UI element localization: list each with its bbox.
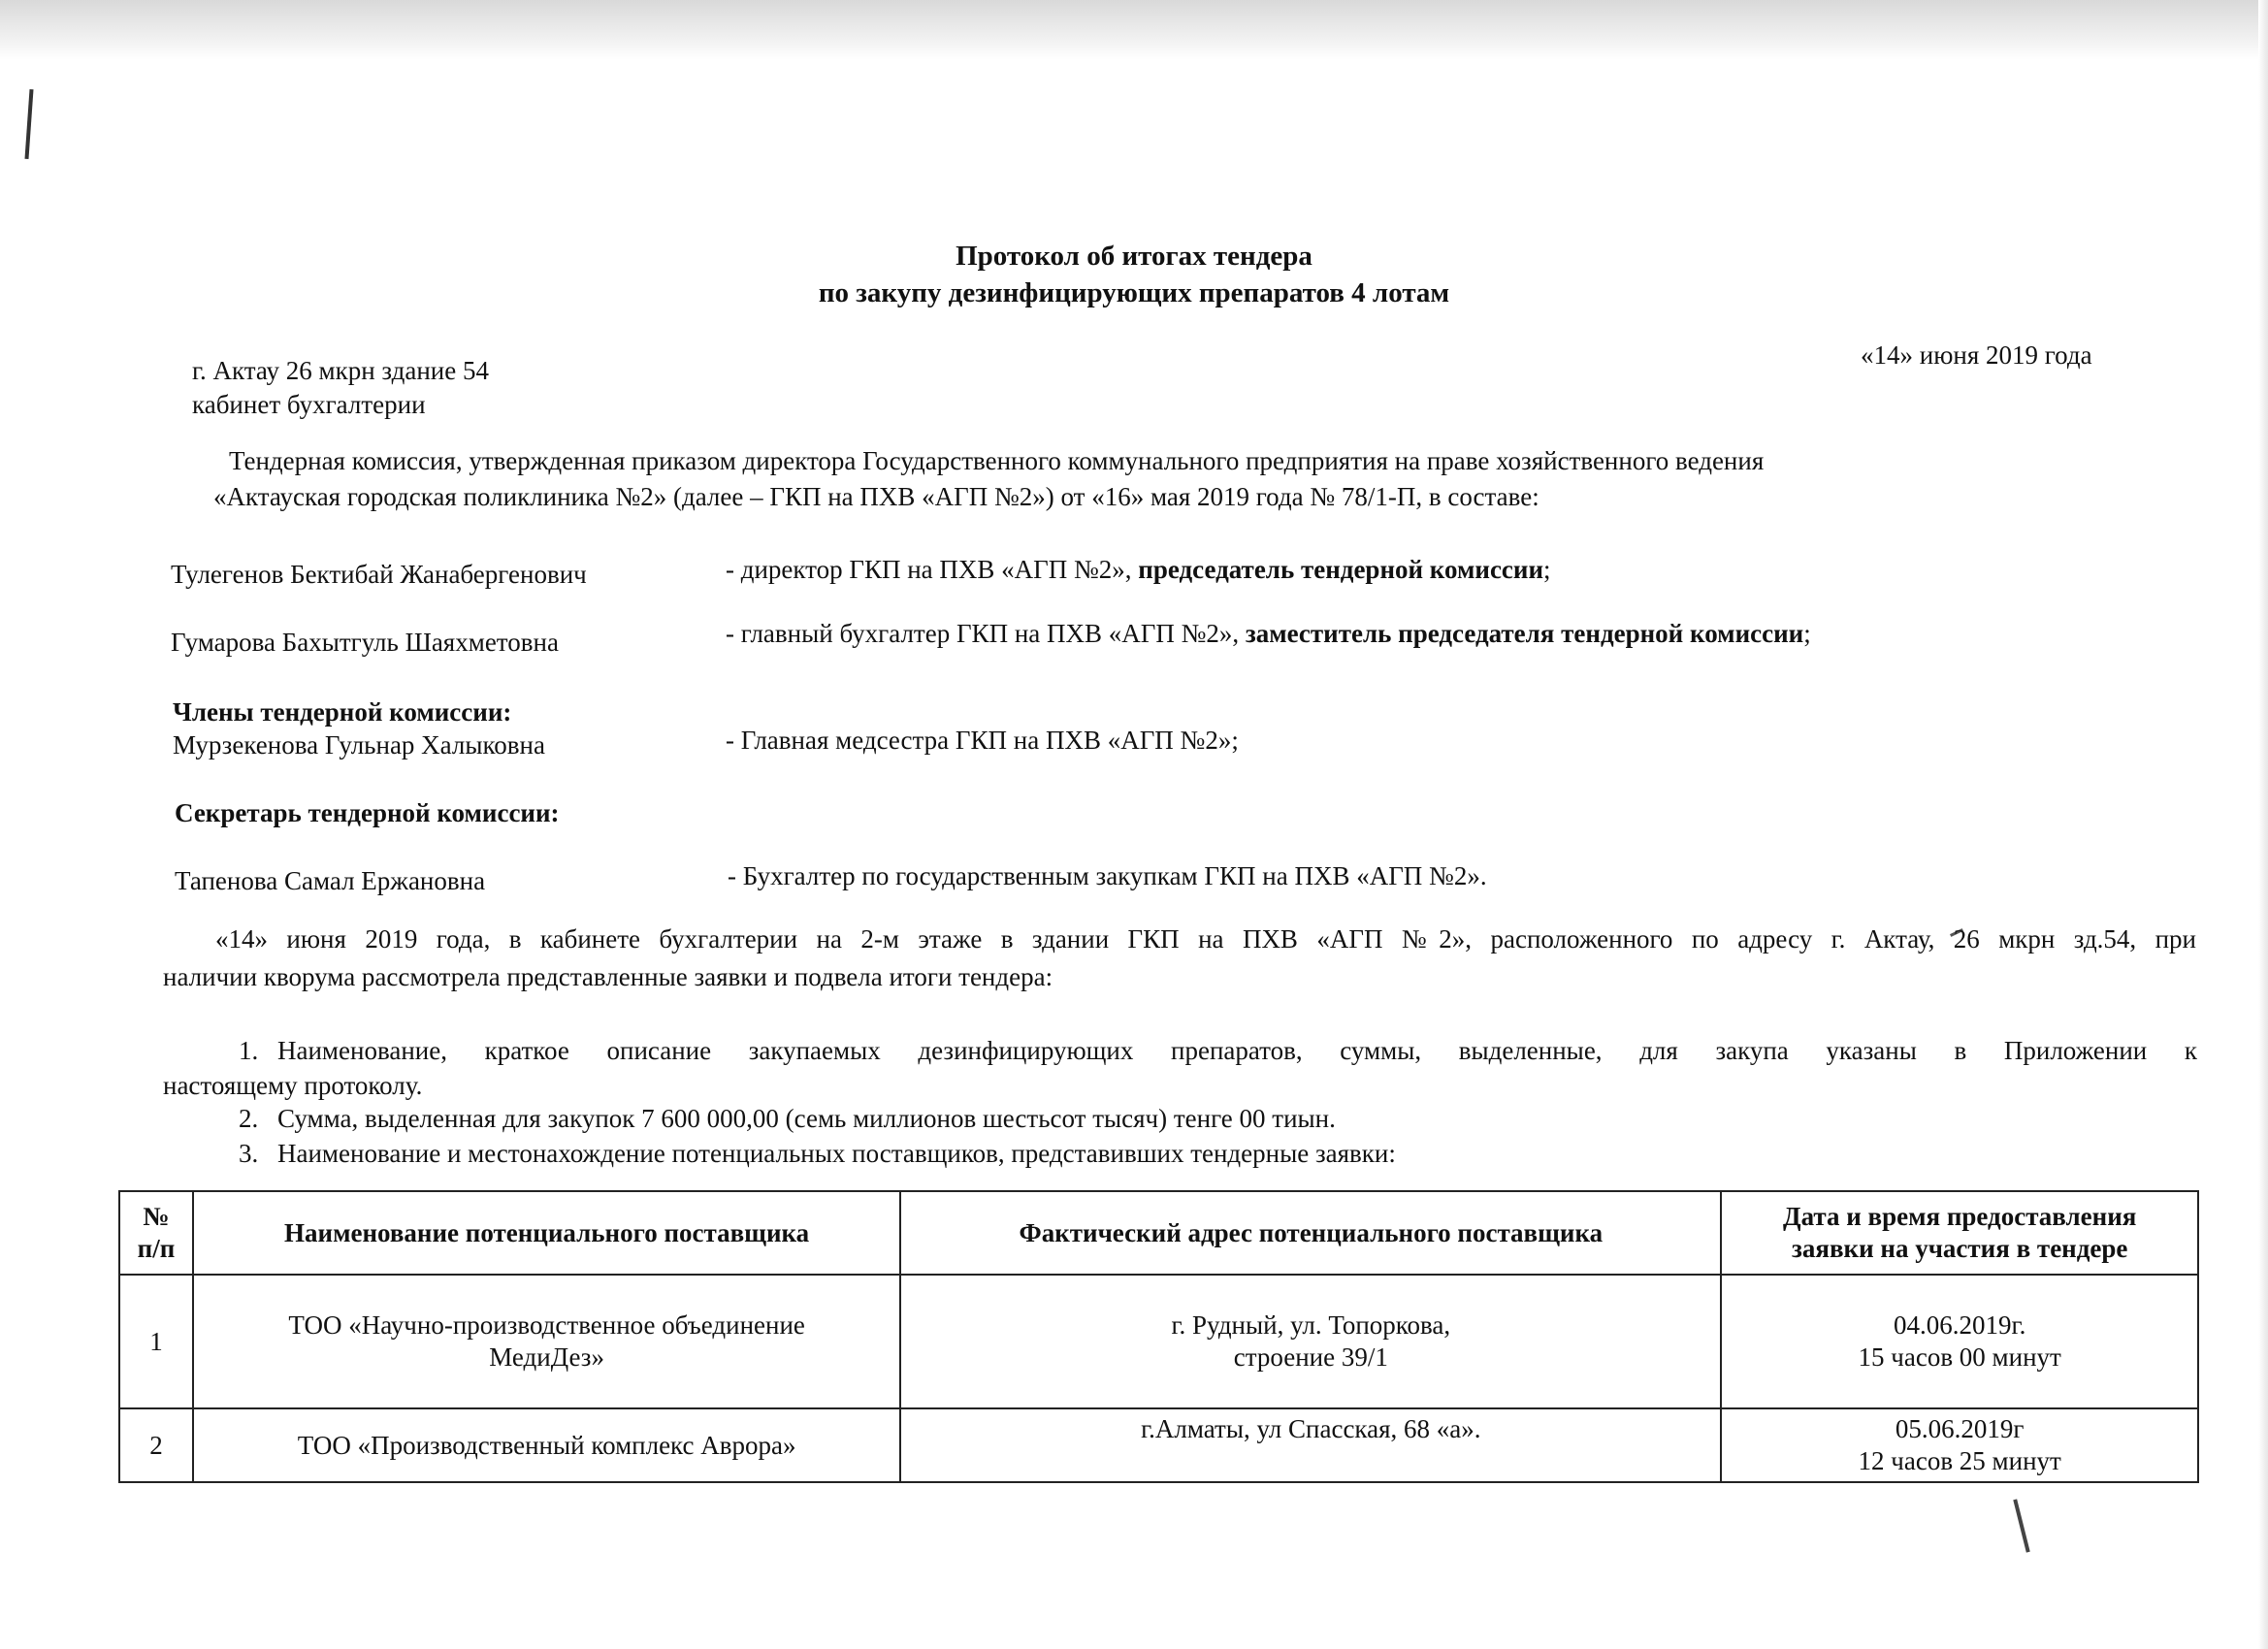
chair-role xyxy=(726,553,1551,586)
chair-name: Тулегенов Бектибай Жанабергенович xyxy=(171,560,587,589)
submission-time-line-2: 15 часов 00 минут xyxy=(1858,1342,2061,1372)
document-date: «14» июня 2019 года xyxy=(1861,340,2092,370)
members-heading: Члены тендерной комиссии: xyxy=(173,697,512,727)
secretary-heading: Секретарь тендерной комиссии: xyxy=(175,798,560,827)
body-paragraph-line-2: наличии кворума рассмотрела представленные заявки и подвела итоги тендера: xyxy=(163,962,1053,991)
deputy-name: Гумарова Бахытгуль Шаяхметовна xyxy=(171,628,559,657)
supplier-address: г.Алматы, ул Спасская, 68 «а». xyxy=(900,1408,1721,1482)
place-room: кабинет бухгалтерии xyxy=(192,390,426,419)
header-supplier-name: Наименование потенциального поставщика xyxy=(193,1191,900,1275)
item-1-number: 1. xyxy=(239,1036,259,1065)
member-role: - Главная медсестра ГКП на ПХВ «АГП №2»; xyxy=(726,726,1239,755)
header-date-line-1: Дата и время предоставления xyxy=(1783,1202,2137,1231)
table-header-row xyxy=(119,1191,2198,1275)
supplier-address-line-1: г. Рудный, ул. Топоркова, xyxy=(1171,1310,1451,1340)
secretary-role: - Бухгалтер по государственным закупкам ГКП на ПХВ «АГП №2». xyxy=(728,861,1487,890)
header-number-line-2: п/п xyxy=(137,1234,176,1263)
suppliers-table xyxy=(118,1190,2199,1483)
item-1-line-1: Наименование, краткое описание закупаемых дезинфицирующих препаратов, суммы, выделенные, для закупа указаны в Приложении к xyxy=(277,1036,2197,1065)
submission-time-line-2: 12 часов 25 минут xyxy=(1858,1446,2061,1475)
header-number-line-1: № xyxy=(143,1202,170,1231)
header-supplier-address: Фактический адрес потенциального поставщика xyxy=(900,1191,1721,1275)
pen-mark xyxy=(24,89,33,159)
item-1-line-2: настоящему протоколу. xyxy=(163,1071,423,1100)
item-3-number: 3. xyxy=(239,1139,259,1168)
item-2-number: 2. xyxy=(239,1104,259,1133)
item-3-text: Наименование и местонахождение потенциальных поставщиков, представивших тендерные заявки: xyxy=(277,1139,1396,1168)
table-row xyxy=(119,1275,2198,1408)
submission-date xyxy=(1721,1408,2198,1482)
secretary-name: Тапенова Самал Ержановна xyxy=(175,866,486,895)
document-title: Протокол об итогах тендера xyxy=(956,241,1312,272)
supplier-address-line-2: строение 39/1 xyxy=(1233,1342,1388,1372)
header-submission-date xyxy=(1721,1191,2198,1275)
supplier-address xyxy=(900,1275,1721,1408)
deputy-role xyxy=(726,617,1811,650)
submission-date-line-1: 04.06.2019г. xyxy=(1894,1310,2026,1340)
chair-title: председатель тендерной комиссии xyxy=(1138,555,1544,584)
supplier-name xyxy=(193,1275,900,1408)
row-number: 2 xyxy=(119,1408,193,1482)
intro-line-1: Тендерная комиссия, утвержденная приказом директора Государственного коммунального предприятия на праве хозяйственного ведения xyxy=(229,446,1765,475)
document-subtitle: по закупу дезинфицирующих препаратов 4 лотам xyxy=(818,277,1450,308)
pen-mark xyxy=(2013,1499,2029,1552)
submission-date xyxy=(1721,1275,2198,1408)
intro-line-2: «Актауская городская поликлиника №2» (далее – ГКП на ПХВ «АГП №2») от «16» мая 2019 года № 78/1-П, в составе: xyxy=(213,482,1539,511)
supplier-name: ТОО «Производственный комплекс Аврора» xyxy=(193,1408,900,1482)
supplier-name-line-1: ТОО «Научно-производственное объединение xyxy=(288,1310,805,1340)
deputy-end: ; xyxy=(1803,619,1811,648)
chair-end: ; xyxy=(1543,555,1551,584)
deputy-position: - главный бухгалтер ГКП на ПХВ «АГП №2», xyxy=(726,619,1246,648)
row-number: 1 xyxy=(119,1275,193,1408)
submission-date-line-1: 05.06.2019г xyxy=(1895,1414,2025,1443)
header-number xyxy=(119,1191,193,1275)
chair-position: - директор ГКП на ПХВ «АГП №2», xyxy=(726,555,1139,584)
supplier-name-line-2: МедиДез» xyxy=(489,1342,604,1372)
scan-top-shadow xyxy=(0,0,2268,60)
place-address: г. Актау 26 мкрн здание 54 xyxy=(192,356,489,385)
item-2-text: Сумма, выделенная для закупок 7 600 000,00 (семь миллионов шестьсот тысяч) тенге 00 тиын. xyxy=(277,1104,1336,1133)
body-paragraph-line-1: «14» июня 2019 года, в кабинете бухгалтерии на 2-м этаже в здании ГКП на ПХВ «АГП №2», расположенного по адресу г. Актау, 26 мкрн зд.54, при xyxy=(215,924,2196,954)
header-date-line-2: заявки на участия в тендере xyxy=(1792,1234,2128,1263)
deputy-title: заместитель председателя тендерной комиссии xyxy=(1245,619,1804,648)
table-row xyxy=(119,1408,2198,1482)
member-name: Мурзекенова Гульнар Халыковна xyxy=(173,730,545,760)
